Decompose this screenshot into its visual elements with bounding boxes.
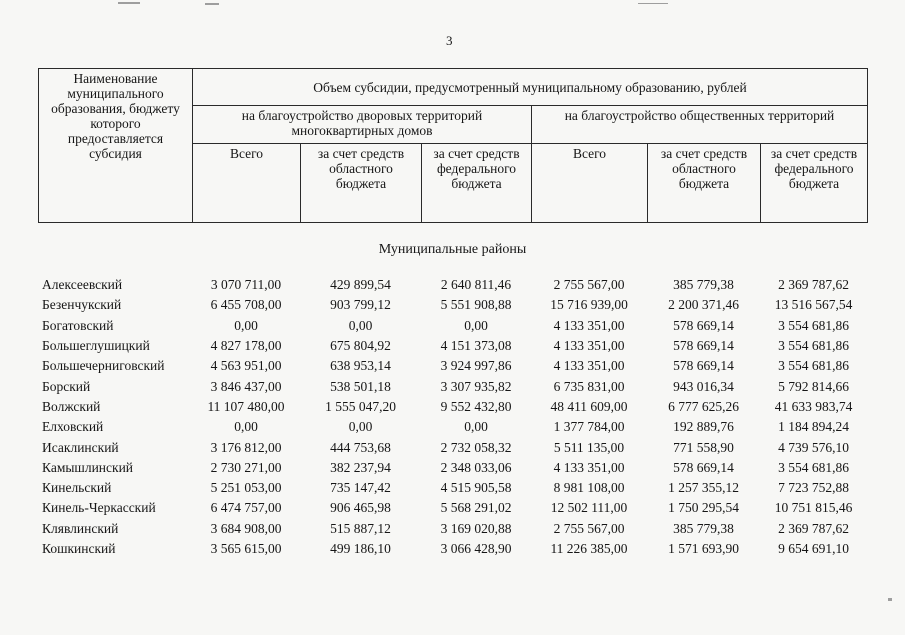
cell-yards-federal: 0,00: [464, 317, 488, 333]
cell-yards-federal: 3 066 428,90: [440, 541, 512, 556]
table-row: [38, 376, 867, 396]
table-row: [38, 437, 867, 457]
district-name: Богатовский: [42, 317, 114, 333]
cell-yards-total: 5 251 053,00: [210, 480, 282, 496]
cell-public-federal: 9 654 691,10: [778, 541, 849, 556]
table-row: [38, 417, 867, 437]
cell-public-total: 48 411 609,00: [550, 398, 628, 414]
header-yards-federal: за счет средств федерального бюджета: [422, 144, 532, 223]
cell-yards-federal: 9 552 432,80: [440, 398, 512, 414]
cell-yards-federal: 3 169 020,88: [440, 520, 512, 536]
cell-public-regional: 385 779,38: [673, 277, 734, 293]
section-title: Муниципальные районы: [378, 242, 527, 257]
cell-yards-total: 3 846 437,00: [210, 378, 282, 394]
cell-public-total: 11 226 385,00: [550, 541, 628, 556]
header-public-federal: за счет средств федерального бюджета: [761, 144, 868, 223]
cell-public-federal: 13 516 567,54: [774, 297, 853, 313]
cell-public-federal: 3 554 681,86: [778, 317, 849, 333]
cell-public-federal: 2 369 787,62: [778, 277, 849, 293]
cell-yards-regional: 903 799,12: [330, 297, 391, 313]
cell-public-regional: 771 558,90: [673, 439, 734, 455]
table-row: [38, 316, 867, 336]
scan-artifact: [205, 3, 219, 5]
table-row: [38, 397, 867, 417]
cell-yards-federal: 2 348 033,06: [440, 459, 512, 475]
cell-public-total: 15 716 939,00: [550, 297, 628, 313]
cell-yards-total: 3 565 615,00: [210, 541, 282, 556]
district-name: Исаклинский: [42, 439, 119, 455]
cell-yards-regional: 675 804,92: [330, 338, 391, 354]
table-row: [38, 356, 867, 376]
cell-yards-regional: 0,00: [348, 419, 373, 435]
cell-yards-federal: 3 924 997,86: [440, 358, 512, 374]
cell-public-total: 4 133 351,00: [553, 338, 625, 354]
scan-artifact: [118, 2, 140, 4]
cell-public-total: 6 735 831,00: [553, 378, 625, 394]
header-yards-regional: за счет средств областного бюджета: [301, 144, 422, 223]
cell-public-regional: 1 750 295,54: [668, 500, 739, 516]
cell-yards-federal: 5 568 291,02: [440, 500, 512, 516]
scan-artifact: [888, 598, 892, 601]
cell-public-total: 5 511 135,00: [553, 439, 625, 455]
cell-yards-regional: 382 237,94: [330, 459, 391, 475]
cell-yards-total: 2 730 271,00: [210, 459, 282, 475]
district-name: Камышлинский: [42, 459, 134, 475]
data-table: [38, 275, 867, 559]
cell-public-regional: 578 669,14: [673, 358, 734, 374]
cell-public-regional: 1 571 693,90: [668, 541, 739, 556]
cell-yards-regional: 638 953,14: [330, 358, 391, 374]
cell-yards-total: 3 070 711,00: [210, 277, 282, 293]
cell-yards-total: 6 455 708,00: [210, 297, 282, 313]
cell-public-total: 2 755 567,00: [553, 277, 625, 293]
cell-yards-regional: 0,00: [348, 317, 373, 333]
cell-yards-regional: 444 753,68: [330, 439, 391, 455]
cell-yards-regional: 429 899,54: [330, 277, 391, 293]
cell-public-total: 12 502 111,00: [550, 500, 628, 516]
cell-yards-total: 6 474 757,00: [210, 500, 282, 516]
cell-yards-regional: 906 465,98: [330, 500, 391, 516]
cell-public-total: 8 981 108,00: [553, 480, 625, 496]
cell-yards-regional: 515 887,12: [330, 520, 391, 536]
header-group-yard-territories: на благоустройство дворовых территорий многоквартирных домов: [193, 106, 532, 144]
header-public-total: Всего: [532, 144, 648, 223]
cell-public-federal: 3 554 681,86: [778, 358, 849, 374]
cell-public-federal: 3 554 681,86: [778, 338, 849, 354]
cell-public-regional: 1 257 355,12: [668, 480, 739, 496]
district-name: Большеглушицкий: [42, 338, 150, 354]
table-row: [38, 539, 867, 559]
district-name: Кошкинский: [42, 541, 116, 556]
cell-public-total: 4 133 351,00: [553, 459, 625, 475]
district-name: Борский: [42, 378, 91, 394]
table-header: [38, 68, 868, 223]
cell-public-total: 1 377 784,00: [553, 419, 625, 435]
cell-public-regional: 2 200 371,46: [668, 297, 739, 313]
cell-public-regional: 943 016,34: [673, 378, 734, 394]
district-name: Кинель-Черкасский: [42, 500, 156, 516]
district-name: Безенчукский: [42, 297, 122, 313]
cell-yards-total: 4 563 951,00: [210, 358, 282, 374]
cell-public-regional: 578 669,14: [673, 317, 734, 333]
cell-yards-federal: 4 515 905,58: [440, 480, 512, 496]
cell-yards-federal: 2 640 811,46: [440, 277, 512, 293]
header-yards-total: Всего: [193, 144, 301, 223]
cell-public-regional: 6 777 625,26: [668, 398, 739, 414]
header-group-public-territories: на благоустройство общественных территорий: [532, 106, 868, 144]
cell-yards-federal: 0,00: [464, 419, 488, 435]
cell-yards-regional: 499 186,10: [330, 541, 391, 556]
cell-yards-federal: 3 307 935,82: [440, 378, 512, 394]
cell-yards-total: 0,00: [234, 317, 258, 333]
header-subsidy-volume: Объем субсидии, предусмотренный муниципальному образованию, рублей: [193, 69, 868, 106]
district-name: Большечерниговский: [42, 358, 165, 374]
cell-public-regional: 385 779,38: [673, 520, 734, 536]
page-number: 3: [446, 33, 453, 48]
cell-yards-regional: 538 501,18: [330, 378, 391, 394]
cell-yards-federal: 2 732 058,32: [440, 439, 512, 455]
cell-yards-federal: 5 551 908,88: [440, 297, 512, 313]
cell-public-federal: 7 723 752,88: [778, 480, 849, 496]
cell-public-federal: 41 633 983,74: [774, 398, 853, 414]
cell-public-federal: 4 739 576,10: [778, 439, 849, 455]
cell-yards-federal: 4 151 373,08: [440, 338, 512, 354]
table-row: [38, 478, 867, 498]
cell-public-federal: 5 792 814,66: [778, 378, 849, 394]
cell-public-total: 2 755 567,00: [553, 520, 625, 536]
district-name: Клявлинский: [42, 520, 119, 536]
cell-public-federal: 1 184 894,24: [778, 419, 849, 435]
cell-public-regional: 578 669,14: [673, 338, 734, 354]
cell-public-total: 4 133 351,00: [553, 358, 625, 374]
cell-yards-regional: 1 555 047,20: [325, 398, 396, 414]
header-name-column: Наименование муниципального образования, бюджету которого предоставляется субсидия: [39, 69, 193, 223]
district-name: Алексеевский: [42, 277, 123, 293]
cell-public-federal: 10 751 815,46: [774, 500, 853, 516]
cell-yards-total: 4 827 178,00: [210, 338, 282, 354]
cell-yards-total: 0,00: [234, 419, 258, 435]
cell-public-federal: 2 369 787,62: [778, 520, 849, 536]
table-row: [38, 458, 867, 478]
cell-yards-total: 3 176 812,00: [210, 439, 282, 455]
table-row: [38, 336, 867, 356]
cell-yards-total: 3 684 908,00: [210, 520, 282, 536]
table-row: [38, 519, 867, 539]
district-name: Волжский: [42, 398, 101, 414]
cell-public-regional: 578 669,14: [673, 459, 734, 475]
table-row: [38, 498, 867, 518]
header-public-regional: за счет средств областного бюджета: [648, 144, 761, 223]
table-row: [38, 295, 867, 315]
cell-yards-regional: 735 147,42: [330, 480, 391, 496]
district-name: Елховский: [42, 419, 104, 435]
cell-public-total: 4 133 351,00: [553, 317, 625, 333]
district-name: Кинельский: [42, 480, 112, 496]
cell-public-federal: 3 554 681,86: [778, 459, 849, 475]
cell-public-regional: 192 889,76: [673, 419, 734, 435]
scan-artifact: [638, 3, 668, 4]
table-row: [38, 275, 867, 295]
cell-yards-total: 11 107 480,00: [207, 398, 285, 414]
